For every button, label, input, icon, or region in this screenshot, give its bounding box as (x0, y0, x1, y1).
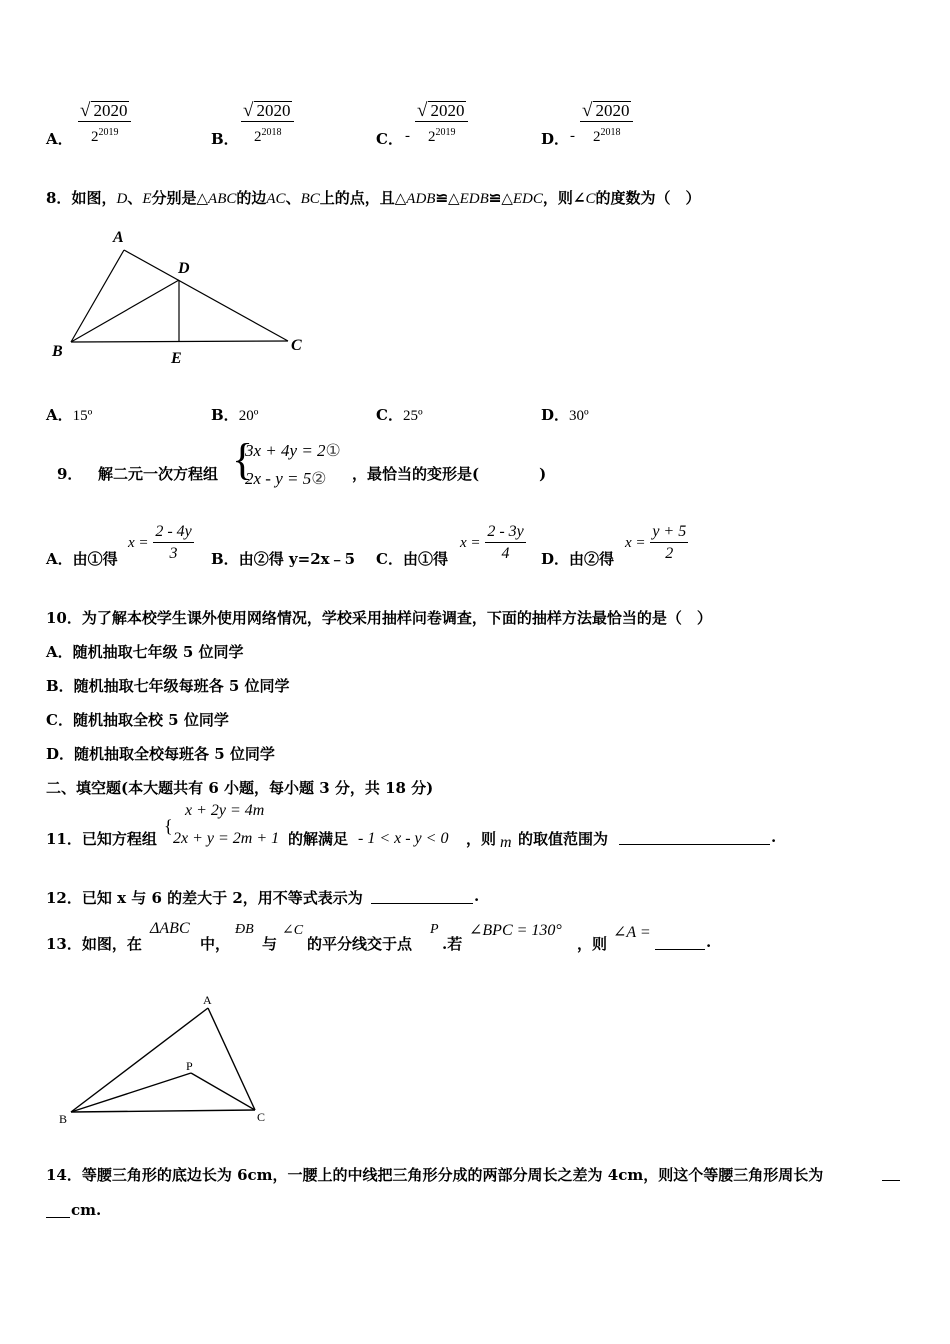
q9-option-d[interactable]: D．由②得 (541, 550, 615, 568)
radicand: 2020 (93, 101, 128, 120)
q9-lead: 解二元一次方程组 (98, 465, 219, 483)
q8-option-b[interactable]: B．20º (211, 406, 259, 424)
q8-stem: 8．如图，D、E分别是△ABC的边AC、BC上的点，且△ADB≌△EDB≌△EDC，则∠C的度数为（ ） (46, 189, 701, 207)
q9-number: 9． (57, 465, 83, 483)
exponent: 2019 (98, 127, 119, 138)
q8-figure (45, 222, 320, 372)
q13-t1: 中， (200, 935, 231, 953)
q9-option-c-formula: x = $\frac{2 - 3y}{4}$ (460, 523, 524, 562)
q7-option-d-neg: - (570, 128, 575, 144)
q9-eq2: 2x - y = 5② (245, 469, 327, 488)
q9-option-a[interactable]: A．由①得 (46, 550, 118, 568)
q11-answer-blank[interactable] (619, 830, 770, 845)
radicand: 2020 (430, 101, 465, 120)
q11-tail1: ，则 (466, 830, 497, 848)
brace-icon: { (232, 435, 254, 484)
q14-stem: 14．等腰三角形的底边长为 6cm，一腰上的中线把三角形分成的两部分周长之差为 4cm，则这个等腰三角形周长为 (46, 1166, 824, 1184)
label-d: D (178, 260, 190, 277)
q9-option-c[interactable]: C．由①得 (376, 550, 448, 568)
q13-angle-a: ∠A = (613, 924, 651, 941)
segment-pc (191, 1073, 255, 1110)
label-p: P (186, 1059, 193, 1073)
q13-t5: ，则 (577, 935, 608, 953)
q13-t3: 的平分线交于点 (307, 935, 413, 953)
q8-option-c[interactable]: C．25º (376, 406, 423, 424)
q14-answer-blank-part2[interactable] (46, 1203, 70, 1218)
q11-var: m (500, 834, 512, 851)
segment-bp (71, 1073, 191, 1112)
section-2-heading: 二、填空题(本大题共有 6 小题，每小题 3 分，共 18 分) (46, 779, 434, 797)
label-b: B (59, 1112, 68, 1126)
q7-option-b-expr: $\frac{√ 2020}{2^{2018}}$ (241, 101, 294, 148)
q11-number: 11．已知方程组 (46, 830, 157, 848)
q9-tail: ，最恰当的变形是( ) (352, 465, 547, 483)
q7-option-a-letter[interactable]: A． (46, 130, 73, 148)
q12-end: . (474, 887, 480, 905)
exponent: 2019 (435, 127, 456, 138)
brace-icon: { (164, 816, 173, 836)
base: 2 (592, 129, 601, 145)
segment-bd (71, 280, 179, 342)
q11-tail2: 的取值范围为 (518, 830, 609, 848)
base: 2 (90, 129, 99, 145)
q10-stem: 10．为了解本校学生课外使用网络情况，学校采用抽样问卷调查，下面的抽样方法最恰当的是（ ） (46, 609, 712, 627)
exponent: 2018 (261, 127, 282, 138)
q9-option-d-formula: x = $\frac{y + 5}{2}$ (625, 523, 687, 562)
q7-option-b-letter[interactable]: B． (211, 130, 239, 148)
q11-eq1: x + 2y = 4m (185, 802, 265, 819)
radicand: 2020 (256, 101, 291, 120)
radicand: 2020 (595, 101, 630, 120)
q13-figure (45, 988, 280, 1128)
q13-t2: 与 (262, 935, 278, 953)
segment-ac (124, 250, 288, 341)
q13-number: 13．如图，在 (46, 935, 142, 953)
q13-answer-blank[interactable] (655, 935, 705, 950)
q9-option-b[interactable]: B．由②得 y=2x﹣5 (211, 550, 356, 568)
q13-end: . (706, 933, 712, 951)
q14-answer-blank-part1[interactable] (882, 1166, 900, 1181)
q10-option-a[interactable]: A．随机抽取七年级 5 位同学 (46, 643, 244, 661)
q13-angle-bpc: ∠BPC = 130° (469, 922, 562, 939)
exponent: 2018 (600, 127, 621, 138)
label-a: A (113, 229, 124, 246)
q13-angle-b: ÐB (235, 922, 254, 937)
base: 2 (253, 129, 262, 145)
q11-end: . (771, 828, 777, 846)
segment-bc (71, 1110, 255, 1112)
label-e: E (171, 350, 182, 367)
q7-option-c-expr: $\frac{√ 2020}{2^{2019}}$ (415, 101, 468, 148)
q11-eq2: 2x + y = 2m + 1 (173, 830, 280, 847)
base: 2 (427, 129, 436, 145)
q12-answer-blank[interactable] (371, 889, 473, 904)
q10-option-c[interactable]: C．随机抽取全校 5 位同学 (46, 711, 229, 729)
q10-option-d[interactable]: D．随机抽取全校每班各 5 位同学 (46, 745, 275, 763)
q7-option-c-neg: - (405, 128, 410, 144)
q13-triangle: ΔABC (150, 920, 190, 937)
label-b: B (52, 343, 63, 360)
label-a: A (203, 993, 212, 1007)
q11-inequality: - 1 < x - y < 0 (358, 830, 449, 847)
q9-option-a-formula: x = $\frac{2 - 4y}{3}$ (128, 523, 192, 562)
label-c: C (291, 337, 302, 354)
q11-mid: 的解满足 (288, 830, 349, 848)
q7-option-d-expr: $\frac{√ 2020}{2^{2018}}$ (580, 101, 633, 148)
q7-option-d-letter[interactable]: D． (541, 130, 570, 148)
q9-eq1: 3x + 4y = 2① (245, 441, 341, 460)
segment-ac (208, 1008, 255, 1110)
q10-option-b[interactable]: B．随机抽取七年级每班各 5 位同学 (46, 677, 290, 695)
q8-option-a[interactable]: A．15º (46, 406, 93, 424)
label-c: C (257, 1110, 266, 1124)
q13-angle-c: ∠C (282, 923, 304, 938)
q13-t4: .若 (442, 935, 463, 953)
q14-unit: cm. (71, 1201, 102, 1219)
segment-ab (71, 250, 124, 342)
q13-point-p: P (430, 922, 439, 937)
q8-option-d[interactable]: D．30º (541, 406, 589, 424)
q7-option-a-expr: $\frac{√ 2020}{2^{2019}}$ (78, 101, 131, 148)
q12-stem: 12．已知 x 与 6 的差大于 2，用不等式表示为 (46, 889, 363, 907)
q7-option-c-letter[interactable]: C． (376, 130, 403, 148)
